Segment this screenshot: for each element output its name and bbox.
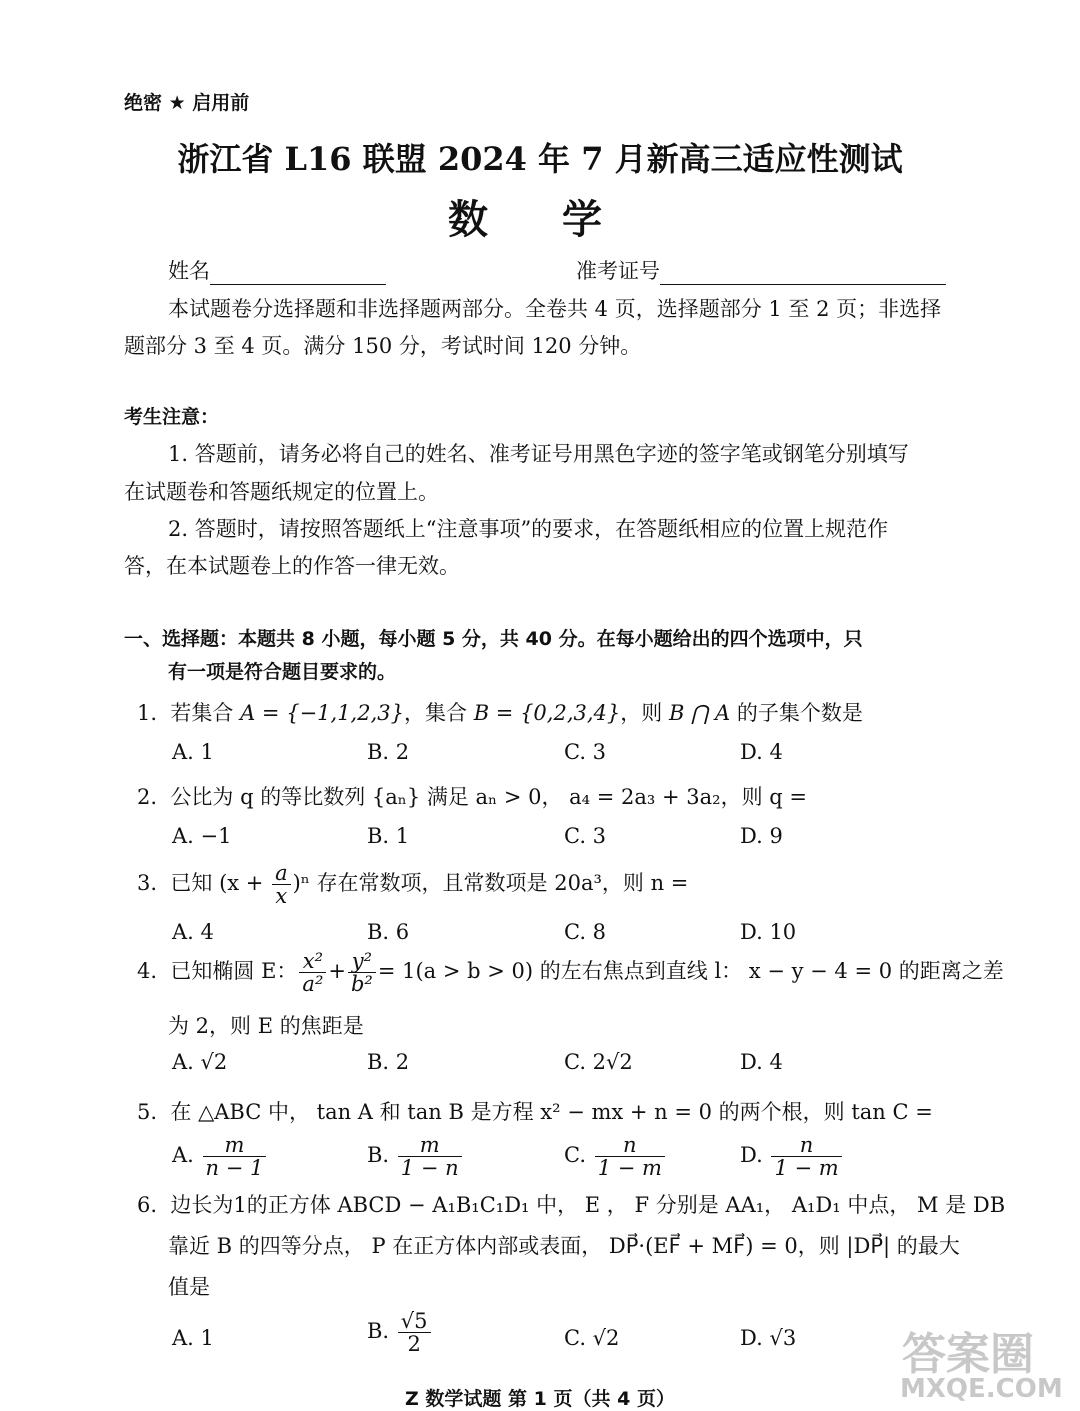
q5-b-den: 1 − n [400, 1156, 459, 1181]
q1-option-d[interactable]: D. 4 [740, 740, 783, 764]
q5-option-a-label: A. [172, 1143, 194, 1168]
q4-option-a[interactable]: A. √2 [172, 1050, 228, 1074]
q6-option-b-label: B. [367, 1319, 390, 1344]
q6-b-num: √5 [398, 1310, 431, 1333]
q1-text: 的子集个数是 [730, 701, 863, 725]
q5-option-a[interactable] [172, 1134, 268, 1179]
exam-title: 浙江省 L16 联盟 2024 年 7 月新高三适应性测试 [177, 140, 903, 178]
q6-option-b[interactable] [367, 1310, 433, 1355]
id-field[interactable] [576, 255, 946, 285]
q5-option-d-label: D. [740, 1143, 763, 1168]
q5-d-num: n [771, 1134, 841, 1157]
notice-item2-line1: 2. 答题时，请按照答题纸上“注意事项”的要求，在答题纸相应的位置上规范作 [168, 517, 889, 541]
q5-number: 5. [137, 1100, 158, 1124]
q5-d-den: 1 − m [774, 1156, 839, 1181]
q5-c-den: 1 − m [597, 1156, 662, 1181]
q1-text: ，则 [620, 701, 669, 725]
q3-option-d[interactable]: D. 10 [740, 920, 797, 944]
notice-item2-line2: 答，在本试题卷上的作答一律无效。 [124, 554, 460, 578]
id-label: 准考证号 [576, 259, 660, 283]
q5-text: 在 △ABC 中， tan A 和 tan B 是方程 x² − mx + n = 0 的两个根，则 tan C = [170, 1100, 933, 1124]
q2-option-a[interactable]: A. −1 [172, 824, 232, 848]
q4-option-c[interactable]: C. 2√2 [564, 1050, 633, 1074]
q5-option-b-fraction [398, 1134, 462, 1179]
q3-number: 3. [137, 871, 158, 896]
q5-option-d[interactable] [740, 1134, 844, 1179]
notice-item1-line1: 1. 答题前，请务必将自己的姓名、准考证号用黑色字迹的签字笔或钢笔分别填写 [168, 442, 909, 466]
q1-text: ，集合 [404, 701, 474, 725]
q3-text: )ⁿ 存在常数项，且常数项是 20a³，则 n = [292, 871, 689, 896]
q1-set-b: B = {0,2,3,4} [473, 701, 621, 725]
q2-number: 2. [137, 785, 158, 809]
q6-b-den: 2 [407, 1332, 421, 1357]
q4-line2: 为 2，则 E 的焦距是 [168, 1014, 364, 1038]
q4-text: 已知椭圆 E： [170, 959, 298, 984]
q1-set-a: A = {−1,1,2,3} [240, 701, 404, 725]
q5-option-a-fraction [203, 1134, 267, 1179]
q1-option-a[interactable]: A. 1 [172, 740, 214, 764]
q5-option-b-label: B. [367, 1143, 390, 1168]
page-footer: Z 数学试题 第 1 页（共 4 页） [405, 1388, 675, 1410]
q3-frac-den: x [275, 884, 288, 909]
q6-option-a[interactable]: A. 1 [172, 1326, 214, 1350]
q5-option-d-fraction [771, 1134, 841, 1179]
q4-frac1-num: x² [299, 950, 326, 973]
q3-stem [137, 862, 688, 907]
q5-option-b[interactable] [367, 1134, 464, 1179]
q2-option-c[interactable]: C. 3 [564, 824, 607, 848]
q6-option-c[interactable]: C. √2 [564, 1326, 620, 1350]
watermark-url: MXQE.COM [900, 1374, 1063, 1404]
q1-intersection: B ⋂ A [668, 701, 731, 725]
q6-option-d[interactable]: D. √3 [740, 1326, 797, 1350]
q5-c-num: n [595, 1134, 665, 1157]
q6-number: 6. [137, 1193, 158, 1217]
q4-option-b[interactable]: B. 2 [367, 1050, 410, 1074]
q2-option-d[interactable]: D. 9 [740, 824, 783, 848]
q1-option-b[interactable]: B. 2 [367, 740, 410, 764]
q1-text: 若集合 [170, 701, 241, 725]
q3-text: 已知 (x + [170, 871, 271, 896]
q4-frac2-den: b² [350, 972, 373, 997]
name-field[interactable] [168, 255, 386, 285]
q2-stem [137, 781, 807, 811]
q4-fraction-x [299, 950, 326, 995]
q4-plus: + [328, 959, 346, 984]
notice-title: 考生注意： [124, 406, 220, 428]
q5-b-num: m [398, 1134, 462, 1157]
intro-line1: 本试题卷分选择题和非选择题两部分。全卷共 4 页，选择题部分 1 至 2 页；非选择 [168, 297, 942, 321]
q3-option-b[interactable]: B. 6 [367, 920, 410, 944]
watermark-logo: 答案圈 [902, 1329, 1034, 1380]
q5-option-c[interactable] [564, 1134, 667, 1179]
id-blank[interactable] [660, 260, 946, 285]
q3-fraction [272, 862, 291, 907]
section1-line1: 一、选择题：本题共 8 小题，每小题 5 分，共 40 分。在每小题给出的四个选项中，只 [124, 628, 863, 650]
q3-option-a[interactable]: A. 4 [172, 920, 214, 944]
name-blank[interactable] [210, 260, 386, 285]
name-label: 姓名 [168, 259, 210, 283]
q5-a-den: n − 1 [205, 1156, 264, 1181]
q2-text: 公比为 q 的等比数列 {aₙ} 满足 aₙ > 0， a₄ = 2a₃ + 3a₂，则 q = [170, 785, 807, 809]
q4-option-d[interactable]: D. 4 [740, 1050, 783, 1074]
q3-frac-num: a [272, 862, 291, 885]
q4-text: = 1(a > b > 0) 的左右焦点到直线 l： x − y − 4 = 0 的距离之差 [377, 959, 1004, 984]
q4-frac2-num: y² [348, 950, 376, 973]
q4-frac1-den: a² [302, 972, 324, 997]
q5-stem [137, 1096, 933, 1126]
q4-fraction-y [348, 950, 376, 995]
q6-line3: 值是 [168, 1275, 210, 1299]
q4-number: 4. [137, 959, 158, 984]
q6-line2: 靠近 B 的四等分点， P 在正方体内部或表面， DP⃗·(EF⃗ + MF⃗) = 0，则 |DP⃗| 的最大 [168, 1234, 960, 1258]
q6-line1: 边长为1的正方体 ABCD − A₁B₁C₁D₁ 中， E ， F 分别是 AA₁， A₁D₁ 中点， M 是 DB [170, 1193, 1006, 1217]
q6-option-b-fraction [398, 1310, 431, 1355]
q1-number: 1. [137, 701, 158, 725]
q2-option-b[interactable]: B. 1 [367, 824, 410, 848]
q1-option-c[interactable]: C. 3 [564, 740, 607, 764]
section1-line2: 有一项是符合题目要求的。 [168, 661, 397, 683]
intro-line2: 题部分 3 至 4 页。满分 150 分，考试时间 120 分钟。 [124, 334, 642, 358]
q6-stem [137, 1189, 1005, 1219]
q4-stem [137, 950, 1004, 995]
q1-stem [137, 697, 863, 727]
q5-option-c-label: C. [564, 1143, 586, 1168]
notice-item1-line2: 在试题卷和答题纸规定的位置上。 [124, 480, 439, 504]
q5-a-num: m [203, 1134, 267, 1157]
subject-title: 数 学 [448, 197, 632, 243]
q3-option-c[interactable]: C. 8 [564, 920, 607, 944]
secret-label: 绝密 ★ 启用前 [124, 92, 250, 114]
q5-option-c-fraction [595, 1134, 665, 1179]
